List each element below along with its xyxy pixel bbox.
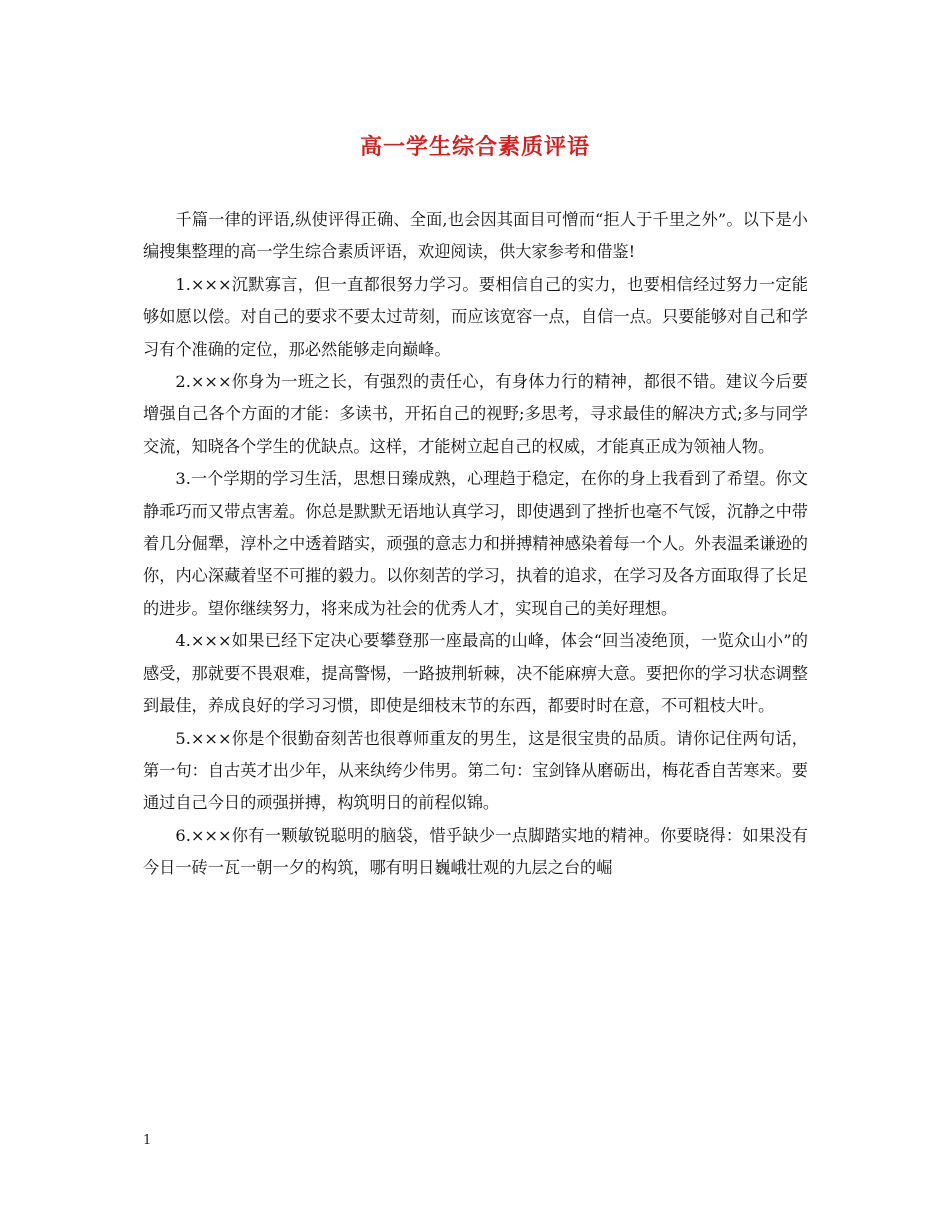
comment-paragraph-5: 5.×××你是个很勤奋刻苦也很尊师重友的男生，这是很宝贵的品质。请你记住两句话，第一句：自古英才出少年，从来纨绔少伟男。第二句：宝剑锋从磨砺出，梅花香自苦寒来。要通过自己今日的顽强拼搏，构筑明日的前程似锦。: [143, 728, 808, 813]
intro-paragraph: 千篇一律的评语,纵使评得正确、全面,也会因其面目可憎而“拒人于千里之外”。以下是小编搜集整理的高一学生综合素质评语，欢迎阅读，供大家参考和借鉴!: [143, 210, 808, 262]
comment-paragraph-4: 4.×××如果已经下定决心要攀登那一座最高的山峰，体会“回当凌绝顶，一览众山小”的感受，那就要不畏艰难，提高警惕，一路披荆斩棘，决不能麻痹大意。要把你的学习状态调整到最佳，养成良好的学习习惯，即使是细枝末节的东西，都要时时在意，不可粗枝大叶。: [143, 631, 808, 716]
comment-paragraph-2: 2.×××你身为一班之长，有强烈的责任心，有身体力行的精神，都很不错。建议今后要增强自己各个方面的才能：多读书，开拓自己的视野;多思考，寻求最佳的解决方式;多与同学交流，知晓各个学生的优缺点。这样，才能树立起自己的权威，才能真正成为领袖人物。: [143, 372, 808, 456]
comment-paragraph-1: 1.×××沉默寡言，但一直都很努力学习。要相信自己的实力，也要相信经过努力一定能够如愿以偿。对自己的要求不要太过苛刻，而应该宽容一点，自信一点。只要能够对自己和学习有个准确的定位，那必然能够走向巅峰。: [143, 274, 808, 359]
comment-paragraph-3: 3.一个学期的学习生活，思想日臻成熟，心理趋于稳定，在你的身上我看到了希望。你文静乖巧而又带点害羞。你总是默默无语地认真学习，即使遇到了挫折也毫不气馁，沉静之中带着几分倔犟，淳朴之中透着踏实，顽强的意志力和拼搏精神感染着每一个人。外表温柔谦逊的你，内心深藏着坚不可摧的毅力。以你刻苦的学习，执着的追求，在学习及各方面取得了长足的进步。望你继续努力，将来成为社会的优秀人才，实现自己的美好理想。: [143, 469, 808, 618]
comment-paragraph-6: 6.×××你有一颗敏锐聪明的脑袋，惜乎缺少一点脚踏实地的精神。你要晓得：如果没有今日一砖一瓦一朝一夕的构筑，哪有明日巍峨壮观的九层之台的崛: [143, 825, 808, 878]
document-body: [143, 204, 808, 885]
page-number: 1: [143, 1133, 152, 1148]
document-title: 高一学生综合素质评语: [359, 135, 590, 160]
